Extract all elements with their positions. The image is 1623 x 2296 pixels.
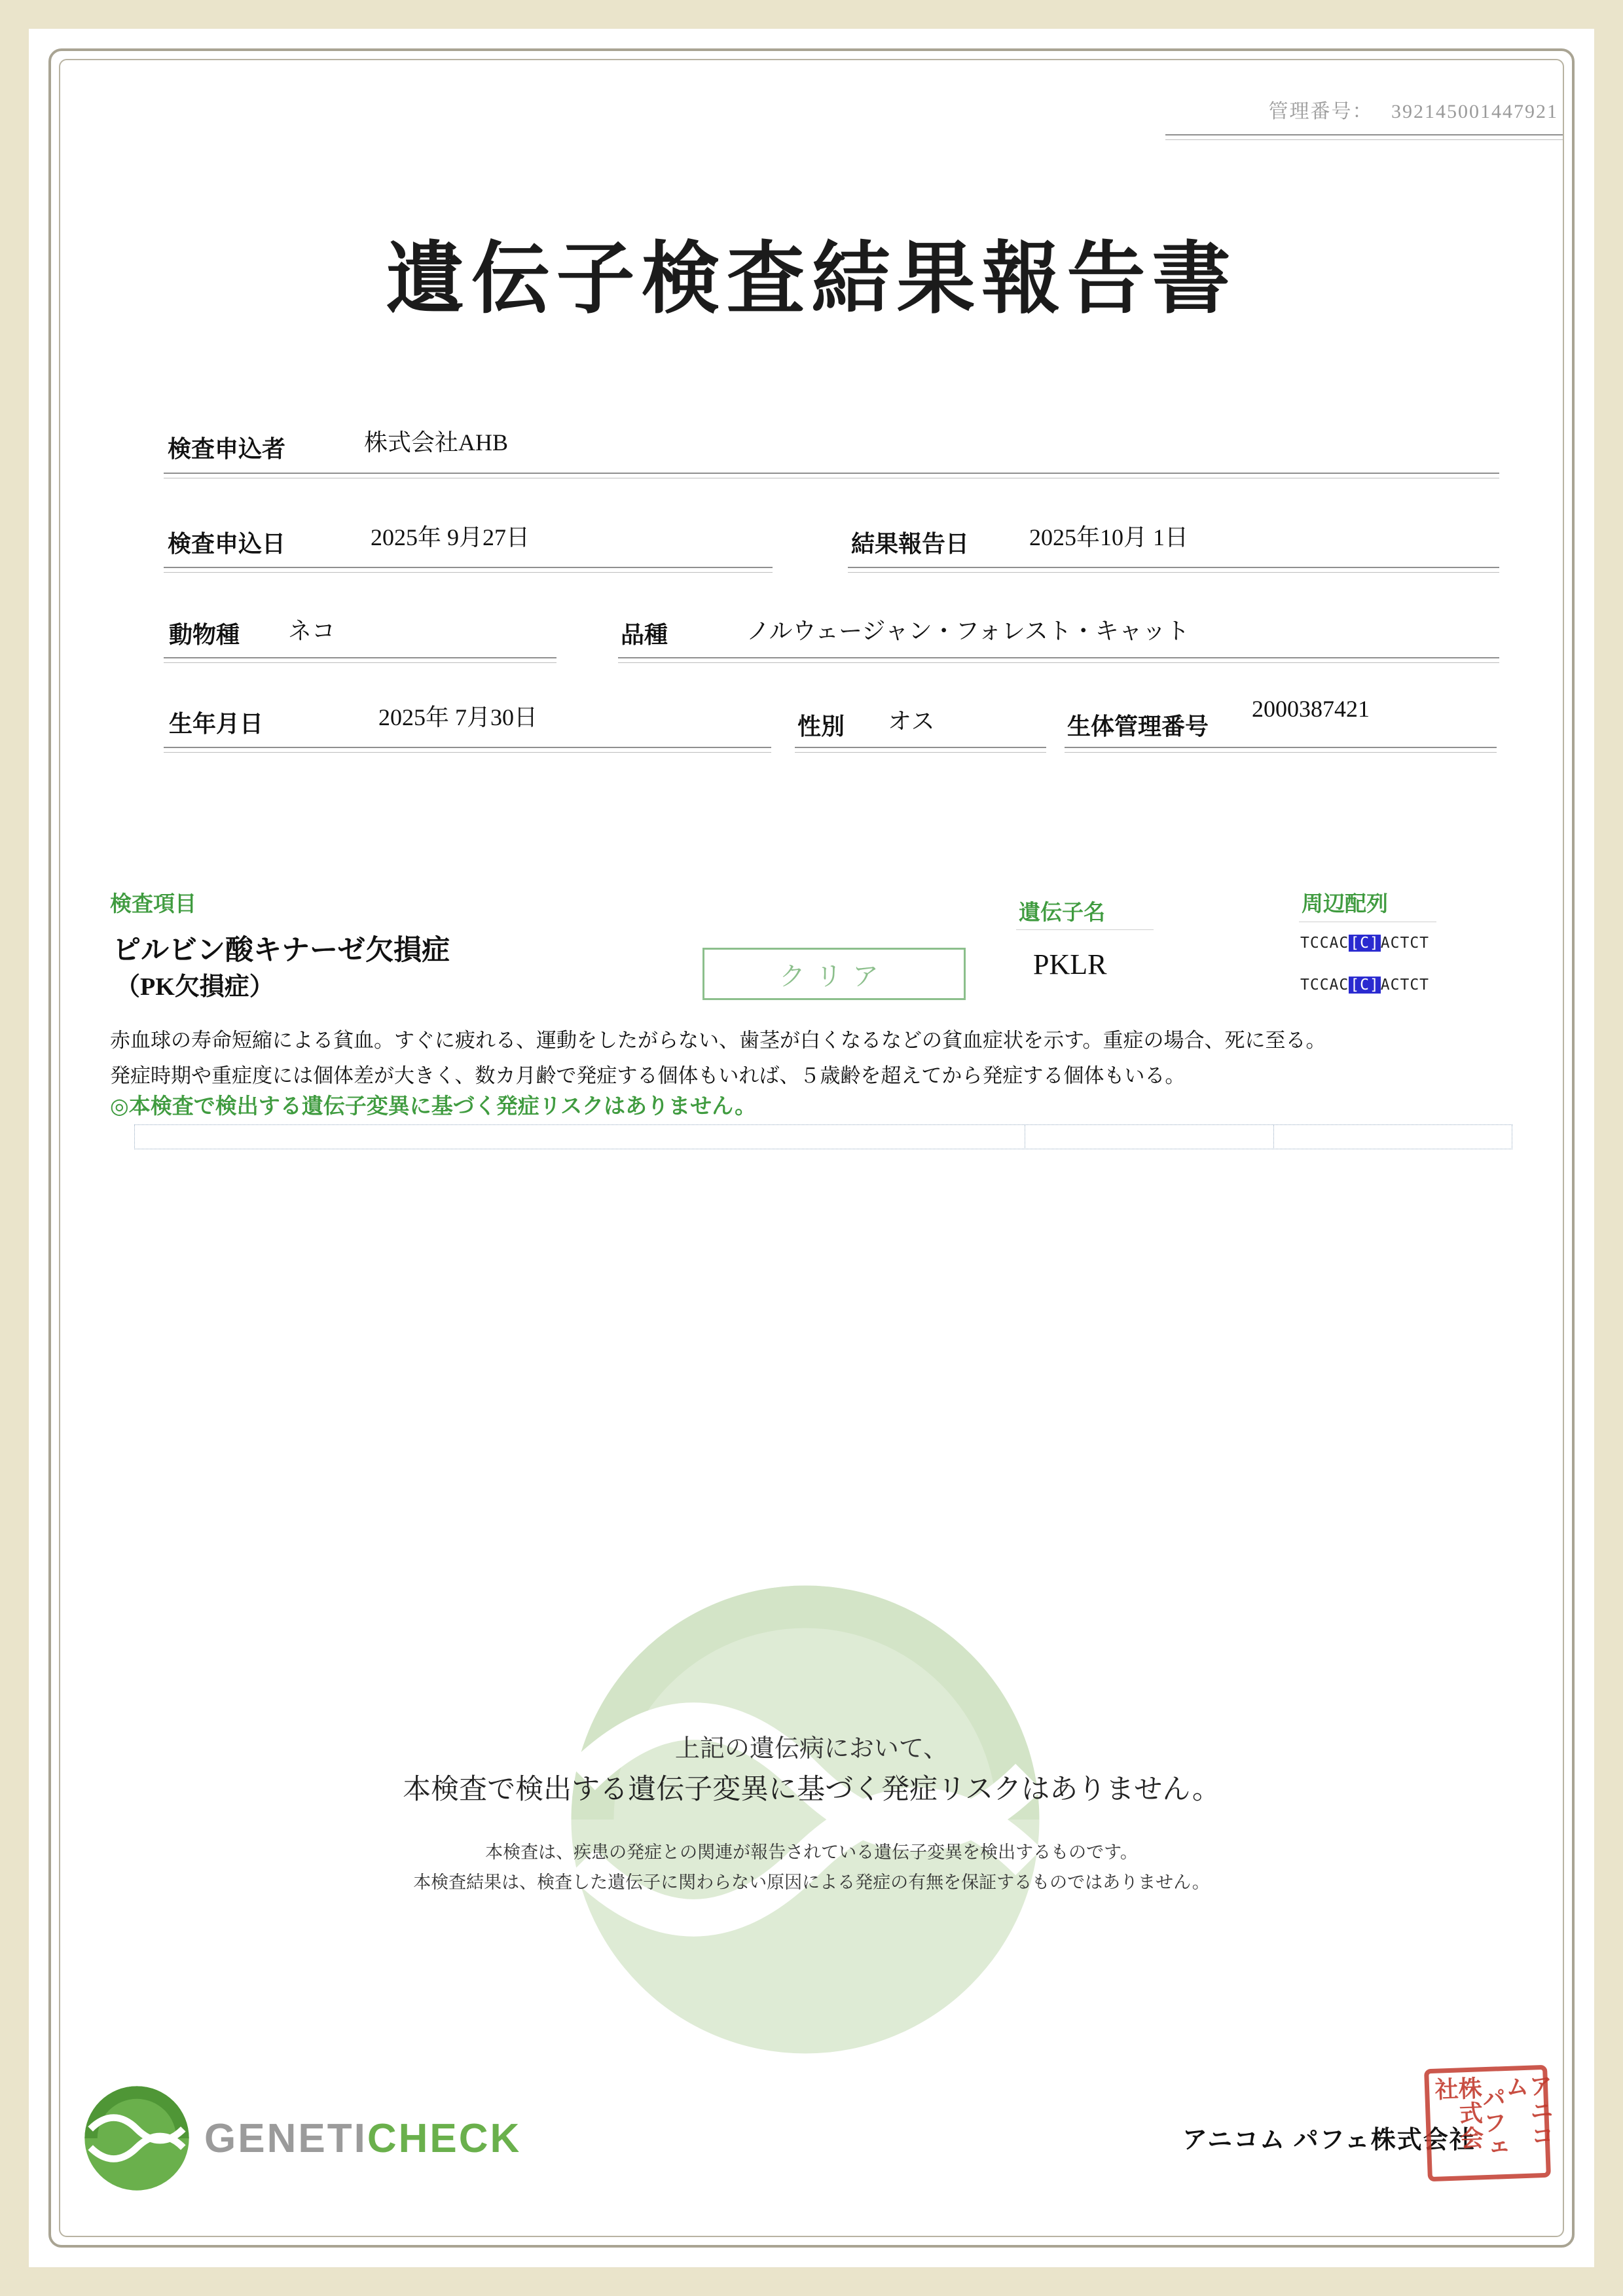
company-name: アニコム パフェ株式会社 [1182, 2126, 1476, 2154]
stamp-column: 株式会社 [1431, 2075, 1484, 2151]
sequence-variant: [C] [1350, 977, 1379, 994]
management-number-label: 管理番号： [1268, 101, 1374, 122]
logo-text-check: CHECK [367, 2116, 522, 2161]
empty-result-row [134, 1124, 1512, 1149]
report-date-label: 結果報告日 [851, 531, 970, 557]
report-date-value: 2025年10月 1日 [1029, 524, 1189, 550]
apply-date-label: 検査申込日 [168, 531, 286, 557]
gene-name-value: PKLR [1033, 948, 1107, 980]
gene-name-header: 遺伝子名 [1019, 901, 1105, 925]
stamp-column: アニコム [1502, 2073, 1555, 2149]
geneticheck-logo-text [204, 2115, 521, 2162]
sequence-suffix: ACTCT [1380, 935, 1430, 952]
breed-underline [618, 657, 1499, 663]
applicant-underline [164, 473, 1499, 478]
sequence-header: 周辺配列 [1302, 893, 1388, 916]
test-item-header: 検査項目 [110, 893, 196, 916]
summary-note-1: 本検査は、疾患の発症との関連が報告されている遺伝子変異を検出するものです。 [485, 1842, 1138, 1862]
sequence-row-2 [1300, 977, 1429, 994]
bio-id-underline [1065, 747, 1497, 753]
birth-underline [164, 747, 771, 753]
sequence-row-1 [1300, 935, 1429, 952]
management-number-value: 392145001447921 [1391, 101, 1558, 122]
sex-underline [795, 747, 1046, 753]
disease-subname: （PK欠損症） [115, 973, 274, 1001]
species-label: 動物種 [169, 622, 240, 648]
breed-value: ノルウェージャン・フォレスト・キャット [746, 618, 1190, 644]
page-title: 遺伝子検査結果報告書 [386, 236, 1237, 323]
status-badge-label: クリア [779, 961, 889, 991]
species-value: ネコ [288, 618, 336, 644]
sequence-variant: [C] [1350, 935, 1379, 952]
breed-label: 品種 [621, 622, 668, 648]
empty-row-divider-2 [1273, 1124, 1274, 1149]
status-badge [702, 948, 966, 1000]
applicant-value: 株式会社AHB [364, 429, 509, 456]
sequence-prefix: TCCAC [1300, 935, 1349, 952]
report-date-underline [848, 567, 1499, 573]
disease-description-line2: 発症時期や重症度には個体差が大きく、数カ月齢で発症する個体もいれば、５歳齢を超えてから発症する個体もいる。 [110, 1064, 1186, 1087]
management-number-line [1165, 95, 1558, 124]
stamp-column: パフェ [1479, 2085, 1508, 2161]
sequence-prefix: TCCAC [1300, 977, 1349, 994]
logo-text-geneti: GENETI [204, 2116, 367, 2161]
sex-value: オス [888, 708, 935, 734]
applicant-label: 検査申込者 [168, 436, 286, 462]
sex-label: 性別 [797, 713, 845, 740]
management-underline [1165, 134, 1563, 140]
birth-value: 2025年 7月30日 [378, 704, 538, 730]
bio-id-value: 2000387421 [1252, 696, 1370, 722]
summary-note-2: 本検査結果は、検査した遺伝子に関わらない原因による発症の有無を保証するものではありません。 [413, 1873, 1210, 1892]
geneticheck-logo-icon [79, 2083, 195, 2194]
bio-id-label: 生体管理番号 [1067, 713, 1209, 740]
summary-line-1: 上記の遺伝病において、 [674, 1735, 949, 1763]
birth-label: 生年月日 [169, 711, 264, 737]
summary-line-2: 本検査で検出する遺伝子変異に基づく発症リスクはありません。 [403, 1774, 1220, 1805]
apply-date-value: 2025年 9月27日 [371, 524, 530, 550]
sequence-suffix: ACTCT [1380, 977, 1430, 994]
species-underline [164, 657, 556, 663]
risk-note: ◎本検査で検出する遺伝子変異に基づく発症リスクはありません。 [110, 1095, 757, 1119]
disease-description-line1: 赤血球の寿命短縮による貧血。すぐに疲れる、運動をしたがらない、歯茎が白くなるなどの貧血症状を示す。重症の場合、死に至る。 [110, 1029, 1326, 1052]
disease-name: ピルビン酸キナーゼ欠損症 [113, 935, 450, 966]
apply-date-underline [164, 567, 773, 573]
gene-header-rule [1016, 929, 1154, 930]
company-seal-stamp [1424, 2065, 1555, 2181]
